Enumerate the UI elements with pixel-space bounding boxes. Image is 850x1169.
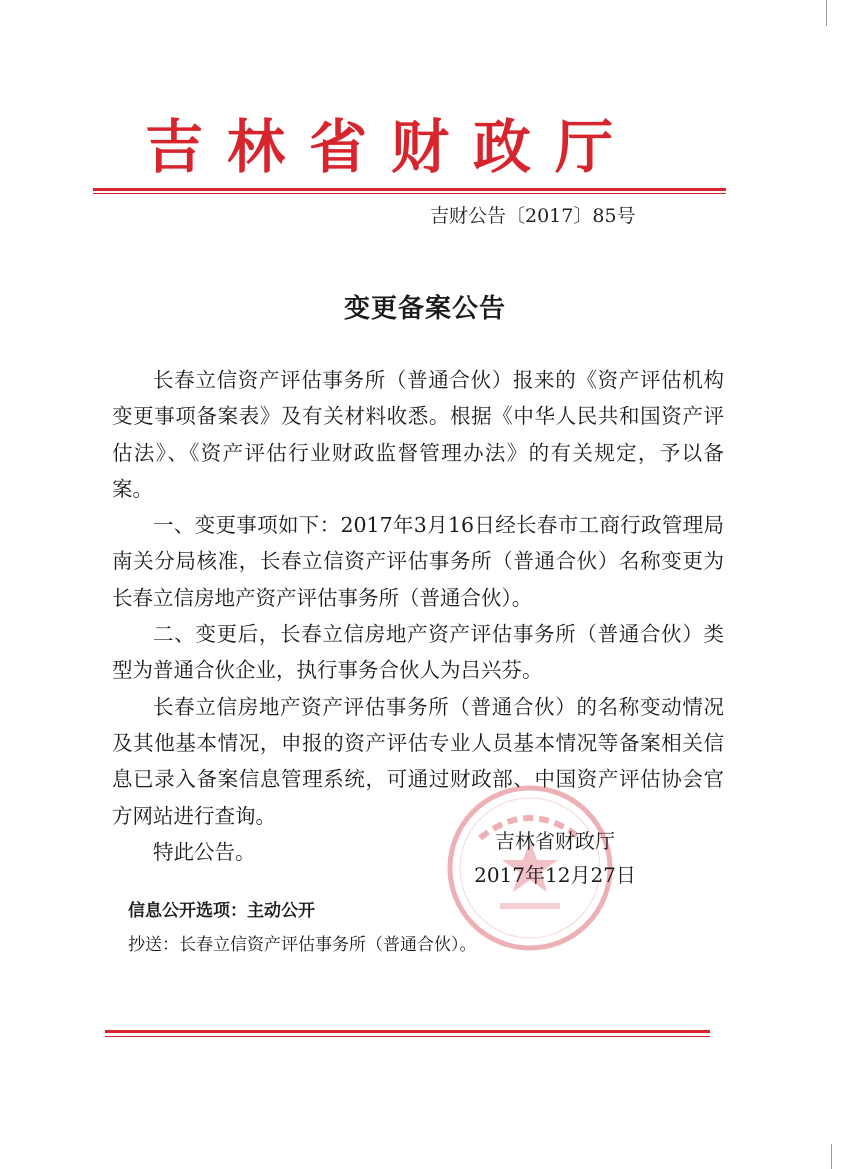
body-paragraph: 二、变更后，长春立信房地产资产评估事务所（普通合伙）类型为普通合伙企业，执行事务合伙人为吕兴芬。 — [112, 622, 724, 683]
body-paragraph: 特此公告。 — [153, 839, 256, 864]
header-red-rule — [93, 188, 726, 191]
signature-date: 2017年12月27日 — [474, 863, 636, 887]
agency-header: 吉林省财政厅 — [145, 113, 638, 181]
document-number: 吉财公告〔2017〕85号 — [430, 205, 636, 227]
signature-block — [455, 824, 655, 892]
disclosure-option: 信息公开选项：主动公开 — [128, 901, 315, 921]
signature-organization: 吉林省财政厅 — [495, 829, 615, 853]
footer-red-rule-thin — [105, 1036, 710, 1037]
cc-line: 抄送：长春立信资产评估事务所（普通合伙）。 — [128, 935, 477, 955]
scan-edge-mark — [826, 0, 827, 26]
document-title: 变更备案公告 — [343, 294, 506, 324]
scan-edge-mark — [831, 1144, 832, 1169]
body-paragraph: 长春立信房地产资产评估事务所（普通合伙）的名称变动情况及其他基本情况，申报的资产评估专业人员基本情况等备案相关信息已录入备案信息管理系统，可通过财政部、中国资产评估协会官方网站进行查询。 — [112, 694, 724, 828]
footer-red-rule — [105, 1030, 710, 1033]
header-red-rule-thin — [93, 193, 726, 194]
document-body — [112, 362, 724, 870]
body-paragraph: 长春立信资产评估事务所（普通合伙）报来的《资产评估机构变更事项备案表》及有关材料收悉。根据《中华人民共和国资产评估法》、《资产评估行业财政监督管理办法》的有关规定，予以备案。 — [112, 368, 724, 501]
body-paragraph: 一、变更事项如下：2017年3月16日经长春市工商行政管理局南关分局核准，长春立信资产评估事务所（普通合伙）名称变更为长春立信房地产资产评估事务所（普通合伙）。 — [112, 513, 724, 610]
